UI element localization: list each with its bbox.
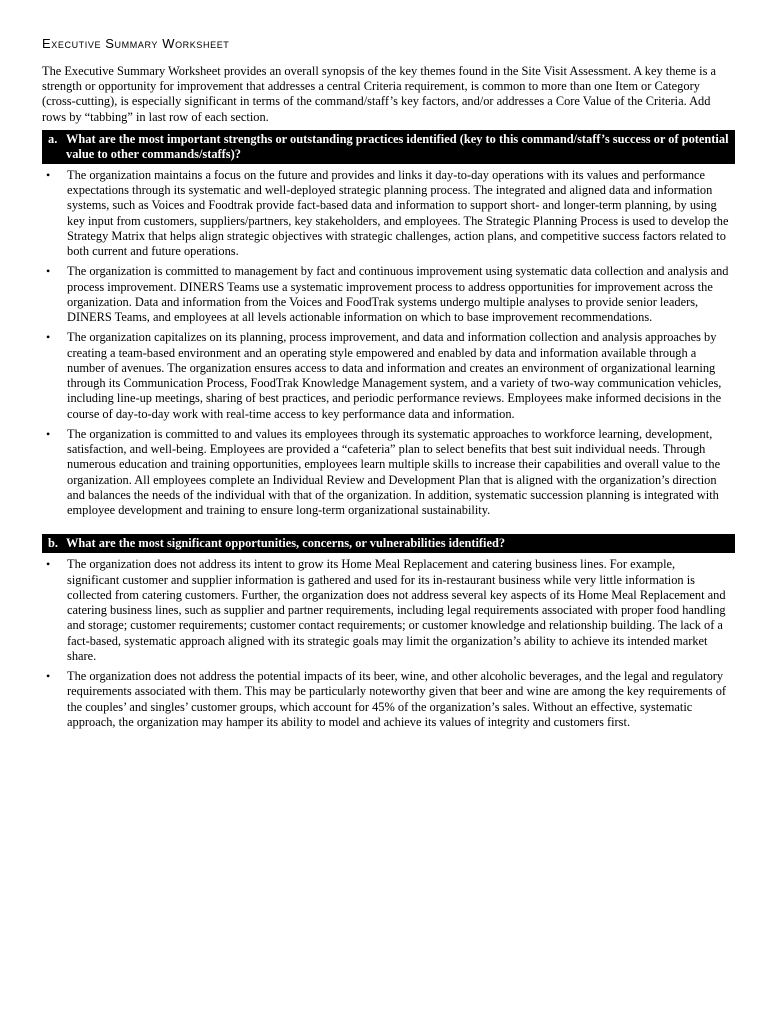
section-b-label: b. xyxy=(48,536,58,551)
section-spacer xyxy=(40,523,730,534)
worksheet-page xyxy=(40,36,730,735)
section-b-header xyxy=(42,534,735,553)
list-item xyxy=(40,168,730,260)
bullet-icon: • xyxy=(46,669,51,684)
list-item xyxy=(40,264,730,325)
section-a-header xyxy=(42,130,735,164)
bullet-icon: • xyxy=(46,264,51,279)
section-a-label: a. xyxy=(48,131,58,146)
section-b-question: What are the most significant opportunities, concerns, or vulnerabilities identified? xyxy=(66,536,506,551)
bullet-icon: • xyxy=(46,557,51,572)
worksheet-intro: The Executive Summary Worksheet provides an overall synopsis of the key themes found in the Site Visit Assessment. A key theme is a strength or opportunity for improvement that addresses a central Criteria requirement, is common to more than one Item or Category (cross-cutting), is especially significant in terms of the command/staff’s key factors, and/or addresses a Core Value of the Criteria. Add rows by “tabbing” in last row of each section. xyxy=(42,64,717,124)
list-item xyxy=(40,330,730,422)
section-a-question: What are the most important strengths or outstanding practices identified (key to this command/staff’s success or of potential value to other commands/staffs)? xyxy=(66,131,729,161)
bullet-icon: • xyxy=(46,426,51,441)
list-item-text: The organization capitalizes on its planning, process improvement, and data and information collection and analysis approaches by creating a team-based environment and an operating style empowered and enabled by data and information available through a number of avenues. The organization ensures access to data and information and creates an environment of organizational learning through its Communication Process, FoodTrak Knowledge Management system, and a variety of two-way communication vehicles, including line-up meetings, sharing of best practices, and periodic performance reviews. Employees make informed decisions in the course of day-to-day work with real-time access to key performance data and information. xyxy=(67,330,722,421)
list-item xyxy=(40,557,730,664)
list-item-text: The organization maintains a focus on the future and provides and links it day-to-day operations with its values and performance expectations through its systematic and well-deployed strategic planning process. The integrated and aligned data and information systems, such as Voices and Foodtrak provide fact-based data and information to support short- and longer-term planning, by using key input from customers, suppliers/partners, key stakeholders, and employees. The Strategic Planning Process is used to develop the Strategy Matrix that helps align strategic objectives with strategic challenges, action plans, and competitive success factors related to both current and future operations. xyxy=(67,167,729,259)
section-a xyxy=(40,130,730,519)
bullet-icon: • xyxy=(46,330,51,345)
list-item xyxy=(40,427,730,519)
list-item-text: The organization does not address the potential impacts of its beer, wine, and other alcoholic beverages, and the legal and regulatory requirements associated with them. This may be particularly noteworthy given that beer and wine are among the key requirements of the couples’ and singles’ customer groups, which account for 45% of the organization’s sales. Without an effective, systematic approach, the organization may hamper its ability to model and achieve its values of integrity and customers first. xyxy=(67,669,727,729)
worksheet-title: Executive Summary Worksheet xyxy=(42,36,230,51)
list-item-text: The organization does not address its intent to grow its Home Meal Replacement and catering business lines. For example, significant customer and supplier information is gathered and used for its in-restaurant business while very little information is collected from catering customers. Further, the organization does not address several key aspects of its Home Meal Replacement and catering business lines, such as supplier and partner requirements, including legal requirements associated with proper food handling and storage; customer requirements; customer contact requirements; or customer knowledge and relationship building. The lack of a fact-based, systematic approach aligned with its strategic goals may limit the organization’s ability to achieve its intended market share. xyxy=(67,557,726,663)
list-item xyxy=(40,669,730,730)
list-item-text: The organization is committed to management by fact and continuous improvement using systematic data collection and analysis and process improvement. DINERS Teams use a systematic improvement process to address opportunities for improvement across the organization. Data and information from the Voices and FoodTrak systems undergo multiple analyses to provide senior leaders, DINERS Teams, and employees at all levels actionable information on which to base improvement recommendations. xyxy=(67,264,729,325)
list-item-text: The organization is committed to and values its employees through its systematic approaches to workforce learning, development, satisfaction, and well-being. Employees are provided a “cafeteria” plan to select benefits that best suit individual needs. Through numerous education and training opportunities, employees learn multiple skills to increase their capabilities and overall value to the organization. All employees complete an Individual Review and Development Plan that is aligned with the organization’s direction and balances the needs of the individual with that of the organization. In addition, systematic succession planning is integrated with employee development and training to ensure long-term organizational sustainability. xyxy=(67,426,721,518)
section-b-list xyxy=(40,557,730,730)
bullet-icon: • xyxy=(46,167,51,182)
section-a-list xyxy=(40,168,730,519)
section-b xyxy=(40,534,730,730)
